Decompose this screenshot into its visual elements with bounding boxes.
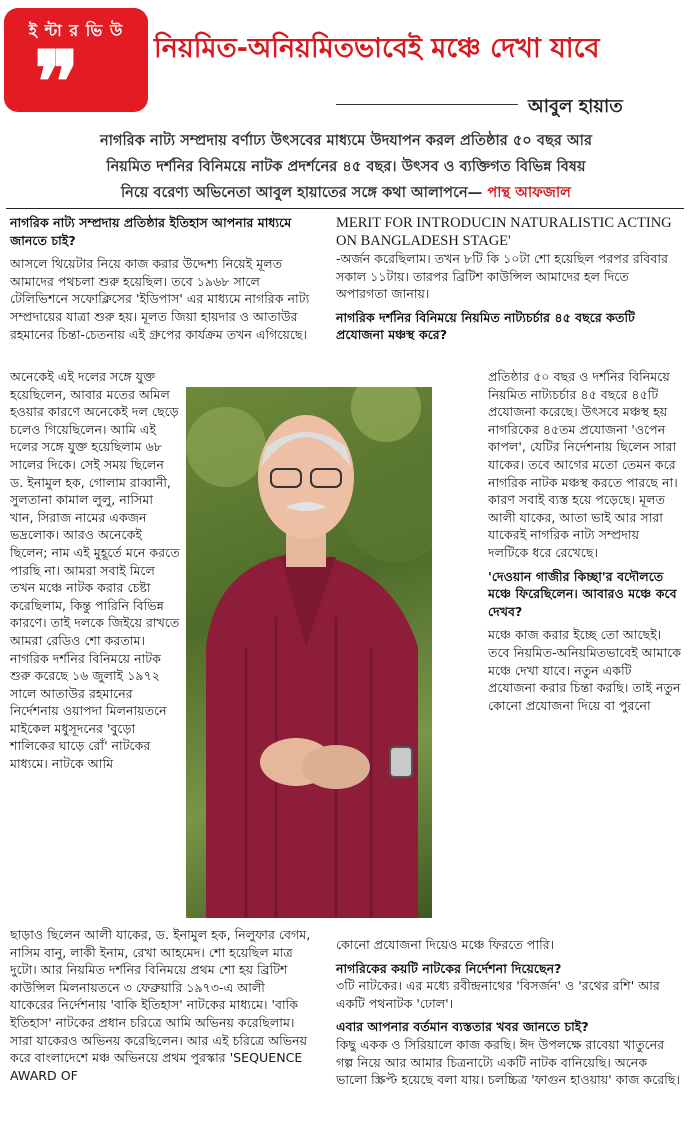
byline: আবুল হায়াত [528,96,623,117]
answer-4: ৩টি নাটকের। এর মধ্যে রবীন্দ্রনাথের 'বিসর্জন' ও 'রথের রশি' আর একটি পথনাটক 'ঢোল'। [336,978,660,1011]
intro-paragraph [10,128,682,206]
question-1: নাগরিক নাট্য সম্প্রদায় প্রতিষ্ঠার ইতিহাস আপনার মাধ্যমে জানতে চাই? [10,215,292,248]
right-column-bottom [336,936,682,1089]
byline-rule [336,104,518,105]
left-column-top [10,214,312,349]
badge-label: ই ন্টা র ভি উ [28,21,124,40]
left-column-narrow [10,368,180,773]
question-2: নাগরিক দর্শনির বিনিময়ে নিয়মিত নাট্যচর্চার ৪৫ বছরে কতটি প্রযোজনা মঞ্চস্থ করে? [336,309,635,343]
right-column-top [336,214,682,350]
intro-line: নাগরিক নাট্য সম্প্রদায় বর্ণাঢ্য উৎসবের মাধ্যমে উদযাপন করল প্রতিষ্ঠার ৫০ বছর আর [100,132,592,149]
english-award-text: MERIT FOR INTRODUCIN NATURALISTIC ACTING ON BANGLADESH STAGE' [336,215,672,249]
answer-5: কিছু একক ও সিরিয়ালে কাজ করছি। ঈদ উপলক্ষে রাবেয়া খাতুনের গল্প নিয়ে আর আমার চিত্রনাট্যে একটি নাটক বানিয়েছি। অনেক ভালো স্ক্রিপ্ট হয়েছে বলা যায়। চলচ্চিত্র 'ফাগুন হাওয়ায়' কাজ করেছি। [336,1036,680,1088]
answer-1: আসলে থিয়েটার নিয়ে কাজ করার উদ্দেশ্য নিয়েই মূলত আমাদের পথচলা শুরু হয়েছিল। তবে ১৯৬৮ সালে টেলিভিশনে সফোক্লিসের 'ইডিপাস' এর মাধ্যমে নাগরিক নাট্য সম্প্রদায়ের যাত্রা শুরু হয়। মূলত জিয়া হায়দার ও আতাউর রহমানের চিন্তা-চেতনায় এই গ্রুপের কার্যক্রম তখন এগিয়েছে। [10,256,310,342]
intro-line: নিয়ে বরেণ্য অভিনেতা আবুল হায়াতের সঙ্গে কথা আলাপনে— পান্থ আফজাল [120,184,572,201]
right-column-narrow [488,368,682,714]
section-divider [6,208,684,209]
portrait-photo [186,387,432,918]
answer-3-tail: কোনো প্রযোজনা দিয়েও মঞ্চে ফিরতে পারি। [336,937,555,952]
left-column-bottom [10,926,312,1084]
headline: নিয়মিত-অনিয়মিতভাবেই মঞ্চে দেখা যাবে [154,33,600,64]
intro-author: পান্থ আফজাল [487,184,572,201]
answer-2: প্রতিষ্ঠার ৫০ বছর ও দর্শনির বিনিময়ে নিয়মিত নাট্যচর্চার ৪৫ বছরে ৪৫টি প্রযোজনা করেছে। উৎসবে মঞ্চস্থ হয় নাগরিকের ৪৫তম প্রযোজনা 'ওপেন কাপল', যেটির নির্দেশনায় ছিলেন সারা যাকের। তবে আগের মতো তেমন করে নাগরিক নাটক মঞ্চস্থ করতে পারছে না। কারণ সবাই ব্যস্ত হয়ে পড়েছে। মূলত আলী যাকের, আতা ভাই আর সারা যাকেরই নাগরিক নাট্য সম্প্রদায় দলটিকে ধরে রেখেছে। [488,369,678,560]
quote-icon: ❞ [34,32,80,131]
answer-1-continued: অনেকেই এই দলের সঙ্গে যুক্ত হয়েছিলেন, আবার মতের অমিল হওয়ার কারণে অনেকেই দল ছেড়ে চলেও গিয়েছিলেন। আমি এই দলের সঙ্গে যুক্ত হয়েছিলাম ৬৮ সালের দিকে। সেই সময় ছিলেন ড. ইনামুল হক, গোলাম রাব্বানী, সুলতানা কামাল লুলু, নাসিমা খান, সিরাজ নামের একজন ভদ্রলোক। আরও অনেকেই ছিলেন; নাম এই মুহূর্তে মনে করতে পারছি না। আমরা সবাই মিলে তখন মঞ্চে নাটক করার চেষ্টা করেছিলাম, কিন্তু পারিনি বিভিন্ন কারণে। তাই দলকে জিইয়ে রাখতে আমরা রেডিও শো করতাম। নাগরিক দর্শনির বিনিময়ে নাটক শুরু করেছে ১৬ জুলাই ১৯৭২ সালে আতাউর রহমানের নির্দেশনায় ওয়াপদা মিলনায়তনে মাইকেল মধুসূদনের 'বুড়ো শালিকের ঘাড়ে রোঁ' নাটকের মাধ্যমে। নাটকে আমি [10,369,180,772]
answer-1-tail: ছাড়াও ছিলেন আলী যাকের, ড. ইনামুল হক, নিলুফার বেগম, নাসিম বানু, লাকী ইনাম, রেখা আহমেদ। শো হয়েছিল মাত্র দুটো। আর নিয়মিত দর্শনির বিনিময়ে প্রথম শো হয় ব্রিটিশ কাউন্সিল মিলনায়তনে ৩ ফেব্রুয়ারি ১৯৭৩-এ আলী যাকেরের নির্দেশনায় 'বাকি ইতিহাস' নাটকের মাধ্যমে। 'বাকি ইতিহাস' নাটকের প্রধান চরিত্রে আমি অভিনয় করেছিলাম। সারা যাকেরও অভিনয় করেছিলেন। আর এই চরিত্রে অভিনয় করে বাংলাদেশে মঞ্চ অভিনয়ে প্রথম পুরস্কার 'SEQUENCE AWARD OF [10,927,311,1083]
answer-3: মঞ্চে কাজ করার ইচ্ছে তো আছেই। তবে নিয়মিত-অনিয়মিতভাবেই আমাকে মঞ্চে দেখা যাবে। নতুন একটি প্রযোজনা করার চিন্তা করছি। তাই নতুন কোনো প্রযোজনা দিয়ে বা পুরনো [488,627,682,713]
portrait-illustration [186,387,432,918]
question-4: নাগরিকের কয়টি নাটকের নির্দেশনা দিয়েছেন? [336,960,562,976]
interview-badge [4,8,148,131]
question-3: 'দেওয়ান গাজীর কিচ্ছা'র বদৌলতে মঞ্চে ফিরেছিলেন। আবারও মঞ্চে কবে দেখব? [488,568,677,619]
answer-1-end: -অর্জন করেছিলাম। তখন ৮টি কি ১০টা শো হয়েছিল পরপর রবিবার সকাল ১১টায়। তারপর ব্রিটিশ কাউন্সিল আমাদের হল দিতে অপারগতা জানায়। [336,251,668,302]
intro-line: নিয়মিত দর্শনির বিনিময়ে নাটক প্রদর্শনের ৪৫ বছর। উৎসব ও ব্যক্তিগত বিভিন্ন বিষয় [106,158,586,175]
question-5: এবার আপনার বর্তমান ব্যস্ততার খবর জানতে চাই? [336,1019,589,1035]
